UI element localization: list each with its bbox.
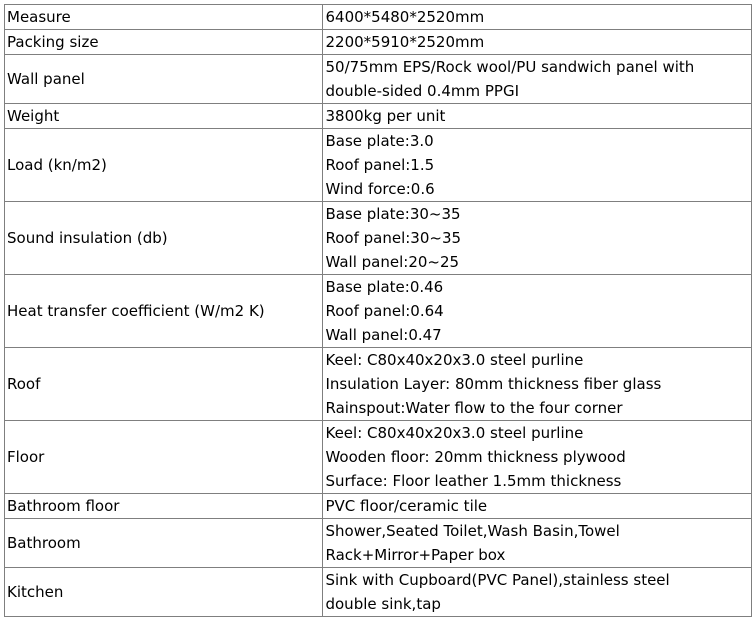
spec-label-cell: Measure	[5, 5, 323, 30]
spec-value-line: Wooden floor: 20mm thickness plywood	[325, 448, 626, 466]
spec-value-line: Wind force:0.6	[325, 180, 435, 198]
table-row	[5, 55, 752, 104]
table-row	[5, 129, 752, 202]
spec-value-line: Base plate:0.46	[325, 278, 444, 296]
table-row	[5, 348, 752, 421]
table-row	[5, 202, 752, 275]
specification-table-body	[5, 5, 752, 617]
table-row	[5, 275, 752, 348]
spec-value-line: Shower,Seated Toilet,Wash Basin,Towel	[325, 522, 620, 540]
spec-label-cell: Wall panel	[5, 55, 323, 104]
table-row	[5, 494, 752, 519]
spec-value-cell	[323, 348, 752, 421]
spec-value-cell	[323, 519, 752, 568]
spec-label-cell: Sound insulation (db)	[5, 202, 323, 275]
spec-value-cell	[323, 421, 752, 494]
table-row	[5, 568, 752, 617]
spec-label-cell: Bathroom floor	[5, 494, 323, 519]
spec-value-line: Rainspout:Water flow to the four corner	[325, 399, 623, 417]
spec-label-cell: Packing size	[5, 30, 323, 55]
spec-value-line: Sink with Cupboard(PVC Panel),stainless steel	[325, 571, 670, 589]
spec-value-cell	[323, 104, 752, 129]
spec-value-line: Keel: C80x40x20x3.0 steel purline	[325, 351, 584, 369]
spec-value-line: Base plate:30~35	[325, 205, 461, 223]
spec-value-line: 3800kg per unit	[325, 107, 446, 125]
spec-value-line: Roof panel:1.5	[325, 156, 435, 174]
spec-label-cell: Load (kn/m2)	[5, 129, 323, 202]
spec-label-cell: Bathroom	[5, 519, 323, 568]
spec-value-line: 50/75mm EPS/Rock wool/PU sandwich panel with	[325, 58, 695, 76]
spec-label-cell: Roof	[5, 348, 323, 421]
spec-value-cell	[323, 30, 752, 55]
spec-value-line: double sink,tap	[325, 595, 441, 613]
spec-value-cell	[323, 129, 752, 202]
spec-label-cell: Weight	[5, 104, 323, 129]
spec-value-line: Base plate:3.0	[325, 132, 434, 150]
table-row	[5, 5, 752, 30]
spec-value-line: Keel: C80x40x20x3.0 steel purline	[325, 424, 584, 442]
spec-value-line: 6400*5480*2520mm	[325, 8, 485, 26]
spec-value-cell	[323, 568, 752, 617]
spec-value-cell	[323, 5, 752, 30]
spec-value-line: Wall panel:0.47	[325, 326, 442, 344]
spec-label-cell: Kitchen	[5, 568, 323, 617]
spec-value-line: Roof panel:0.64	[325, 302, 444, 320]
spec-value-cell	[323, 494, 752, 519]
table-row	[5, 519, 752, 568]
spec-label-cell: Heat transfer coefficient (W/m2 K)	[5, 275, 323, 348]
specification-table	[4, 4, 752, 617]
spec-value-line: Rack+Mirror+Paper box	[325, 546, 506, 564]
table-row	[5, 30, 752, 55]
spec-value-line: PVC floor/ceramic tile	[325, 497, 488, 515]
spec-label-cell: Floor	[5, 421, 323, 494]
spec-value-cell	[323, 275, 752, 348]
spec-value-line: 2200*5910*2520mm	[325, 33, 485, 51]
table-row	[5, 104, 752, 129]
spec-value-line: Roof panel:30~35	[325, 229, 462, 247]
table-row	[5, 421, 752, 494]
spec-value-line: Wall panel:20~25	[325, 253, 460, 271]
spec-value-line: double-sided 0.4mm PPGI	[325, 82, 520, 100]
spec-value-cell	[323, 202, 752, 275]
spec-value-line: Surface: Floor leather 1.5mm thickness	[325, 472, 622, 490]
spec-value-line: Insulation Layer: 80mm thickness fiber glass	[325, 375, 662, 393]
spec-value-cell	[323, 55, 752, 104]
